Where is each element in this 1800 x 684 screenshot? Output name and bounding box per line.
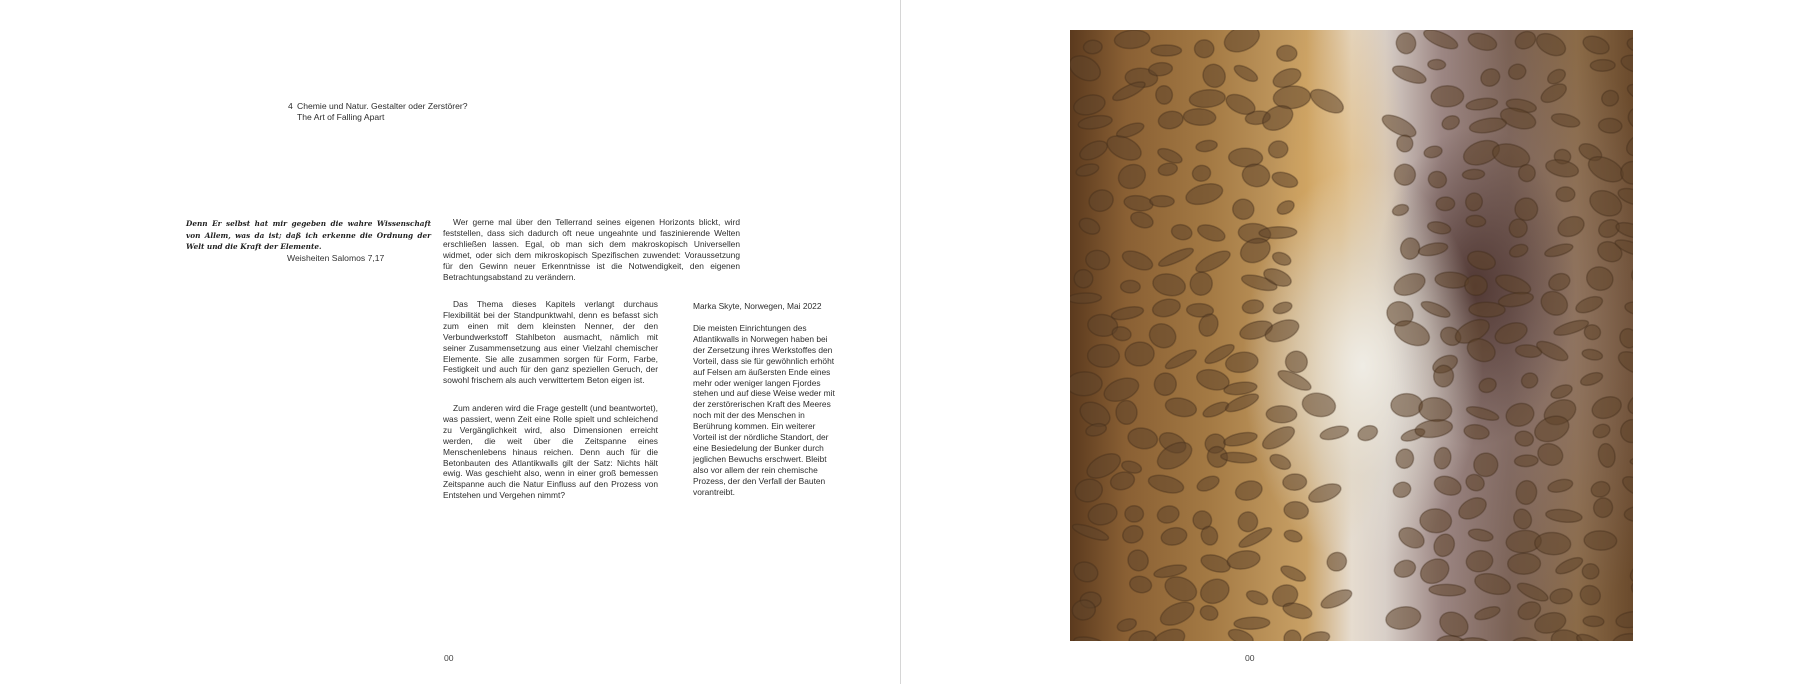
texture-pit: [1128, 574, 1153, 594]
texture-pit: [1392, 162, 1417, 187]
texture-pit: [1624, 505, 1633, 523]
texture-pit: [1148, 61, 1173, 76]
texture-pit: [1464, 275, 1487, 296]
texture-pit: [1550, 111, 1581, 129]
texture-pit: [1583, 616, 1604, 627]
texture-pit: [1150, 195, 1175, 207]
texture-pit: [1196, 222, 1227, 245]
texture-pit: [1428, 59, 1446, 70]
texture-pit: [1467, 527, 1494, 543]
texture-pit: [1302, 629, 1331, 641]
texture-pit: [1508, 242, 1530, 259]
epigraph-quote: Denn Er selbst hat mir gegeben die wahre Wissenschaft von Allem, was da ist; daß ich erkenne die Ordnung der Welt und die Kraft der Elemente.: [186, 219, 431, 251]
texture-pit: [1589, 393, 1624, 422]
texture-pit: [1426, 169, 1448, 190]
texture-pit: [1275, 198, 1296, 217]
chapter-subtitle: The Art of Falling Apart: [297, 112, 385, 122]
texture-pit: [1220, 30, 1263, 57]
texture-pit: [1077, 137, 1110, 163]
texture-pit: [1399, 236, 1421, 260]
texture-pit: [1384, 604, 1422, 631]
texture-pit: [1391, 393, 1423, 417]
texture-pit: [1232, 62, 1260, 84]
texture-pit: [1582, 564, 1599, 580]
texture-pit: [1268, 451, 1293, 472]
texture-pit: [1612, 633, 1633, 641]
texture-pit: [1574, 631, 1604, 641]
texture-pit: [1116, 400, 1138, 425]
texture-pit: [1534, 532, 1571, 556]
texture-pit: [1417, 241, 1448, 258]
texture-pit: [1234, 617, 1270, 630]
texture-pit: [1591, 422, 1612, 440]
texture-pit: [1632, 373, 1633, 397]
weathered-concrete-photo: [1070, 30, 1633, 641]
texture-pit: [1624, 385, 1633, 419]
main-paragraph-3: Zum anderen wird die Frage gestellt (und beantwortet), was passiert, wenn Zeit eine Rolle spielt und schleichend zu Vergänglichkeit wird, also Dimensionen erreicht werden, die weit über die Zeitspanne eines Menschenlebens hinaus reichen. Denn auch für die Betonbauten des Atlantikwalls gilt der Satz: Nichts hält ewig. Was geschieht also, wenn in einer groß bemessen Zeitspanne auch die Natur Einfluss auf den Prozess von Entstehen und Vergehen nimmt?: [443, 403, 658, 501]
texture-pit: [1356, 423, 1380, 443]
texture-pit: [1436, 197, 1455, 211]
texture-pit: [1126, 426, 1158, 451]
texture-pit: [1397, 135, 1414, 152]
texture-pit: [1073, 268, 1094, 289]
texture-pit: [1259, 422, 1298, 453]
texture-pit: [1504, 400, 1537, 429]
texture-pit: [1306, 480, 1343, 506]
texture-pit: [1462, 169, 1485, 180]
texture-pit: [1466, 30, 1498, 53]
texture-pit: [1283, 500, 1309, 520]
texture-pit: [1151, 297, 1182, 320]
texture-pit: [1432, 473, 1464, 498]
texture-pit: [1546, 271, 1572, 294]
texture-pit: [1125, 506, 1144, 523]
texture-pit: [1434, 271, 1469, 289]
texture-pit: [1147, 472, 1186, 496]
texture-pit: [1226, 549, 1261, 572]
texture-pit: [1163, 347, 1198, 372]
caption-text: Die meisten Einrichtungen des Atlantikwalls in Norwegen haben bei der Zersetzung ihres Werkstoffes den Vorteil, dass sie für gewöhnlich erhöht auf Felsen am äußersten Ende eines mehr oder weniger langen Fjordes stehen und auf diese Weise weder mit der zerstörerischen Kraft des Meeres noch mit der des Menschen in Berührung kommen. Ein weiterer Vorteil ist der nördliche Standort, der eine Besiedelung der Bunker durch jeglichen Bewuchs erschwert. Bleibt also vor allem der rein chemische Prozess, der den Verfall der Bauten vorantreibt.: [693, 323, 835, 497]
texture-pit: [1157, 598, 1197, 630]
chapter-title: Chemie und Natur. Gestalter oder Zerstörer?: [297, 101, 468, 111]
texture-pit: [1508, 553, 1541, 575]
texture-pit: [1626, 104, 1633, 131]
texture-pit: [1123, 194, 1154, 213]
texture-pit: [1543, 241, 1574, 259]
texture-pit: [1457, 637, 1492, 641]
texture-pit: [1617, 416, 1633, 447]
texture-pit: [1581, 348, 1603, 362]
texture-pit: [1231, 198, 1255, 221]
texture-pit: [1395, 32, 1417, 56]
texture-pit: [1544, 157, 1580, 180]
texture-pit: [1465, 404, 1500, 423]
texture-pit: [1156, 504, 1181, 525]
texture-pit: [1070, 292, 1102, 304]
texture-pit: [1574, 293, 1605, 316]
texture-pit: [1556, 187, 1575, 202]
texture-pit: [1073, 635, 1105, 641]
texture-pit: [1083, 40, 1102, 54]
epigraph-source: Weisheiten Salomos 7,17: [287, 253, 385, 263]
texture-pit: [1070, 371, 1103, 396]
texture-pit: [1440, 113, 1461, 132]
texture-pit: [1151, 271, 1187, 299]
texture-pit: [1547, 477, 1574, 494]
texture-pit: [1590, 59, 1615, 71]
texture-pit: [1617, 326, 1633, 350]
texture-pit: [1625, 81, 1633, 107]
texture-pit: [1466, 215, 1487, 228]
texture-pit: [1120, 523, 1145, 546]
texture-pit: [1164, 395, 1198, 419]
texture-pit: [1282, 473, 1307, 490]
texture-pit: [1549, 382, 1574, 401]
texture-pit: [1157, 245, 1195, 269]
texture-pit: [1465, 97, 1498, 112]
texture-pit: [1392, 558, 1418, 580]
texture-pit: [1270, 169, 1299, 190]
chapter-number: 4: [288, 101, 293, 111]
texture-pit: [1149, 625, 1188, 641]
texture-pit: [1189, 271, 1214, 297]
texture-pit: [1626, 36, 1633, 55]
texture-pit: [1423, 145, 1443, 160]
texture-pit: [1170, 223, 1193, 242]
texture-pit: [1191, 164, 1212, 183]
texture-pit: [1627, 557, 1633, 587]
texture-pit: [1619, 159, 1633, 186]
texture-pit: [1284, 630, 1302, 641]
texture-pit: [1195, 473, 1221, 494]
texture-pit: [1509, 634, 1548, 641]
texture-pit: [1581, 33, 1612, 57]
texture-pit: [1233, 478, 1264, 503]
texture-pit: [1077, 215, 1102, 237]
texture-pit: [1545, 508, 1582, 524]
texture-pit: [1514, 454, 1538, 467]
texture-pit: [1152, 371, 1178, 398]
texture-pit: [1589, 480, 1611, 500]
texture-pit: [1281, 600, 1313, 621]
texture-pit: [1283, 528, 1304, 544]
texture-pit: [1419, 298, 1452, 320]
texture-pit: [1075, 162, 1100, 178]
texture-pit: [1241, 299, 1264, 315]
texture-pit: [1319, 586, 1355, 612]
texture-pit: [1151, 45, 1181, 56]
texture-pit: [1513, 196, 1539, 222]
texture-pit: [1466, 248, 1498, 272]
texture-pit: [1478, 66, 1503, 90]
texture-pit: [1195, 139, 1218, 153]
texture-pit: [1245, 588, 1270, 607]
texture-pit: [1085, 249, 1110, 270]
texture-pit: [1429, 584, 1466, 597]
texture-pit: [1101, 374, 1142, 406]
texture-pit: [1077, 114, 1113, 132]
texture-pit: [1114, 30, 1151, 50]
texture-pit: [1070, 51, 1105, 86]
texture-pit: [1120, 247, 1155, 273]
texture-pit: [1537, 287, 1572, 320]
texture-pit: [1072, 92, 1107, 118]
texture-pit: [1279, 563, 1308, 584]
texture-pit: [1620, 473, 1633, 500]
caption-heading: Marka Skyte, Norwegen, Mai 2022: [693, 301, 822, 311]
texture-pit: [1155, 85, 1173, 105]
texture-pit: [1432, 446, 1452, 470]
texture-pit: [1391, 269, 1428, 299]
texture-pit: [1511, 506, 1535, 531]
texture-pit: [1628, 256, 1633, 290]
texture-pit: [1473, 604, 1501, 622]
right-page: [901, 0, 1800, 684]
texture-pit: [1157, 109, 1184, 130]
texture-pit: [1114, 160, 1149, 193]
texture-pit: [1319, 424, 1350, 442]
texture-pit: [1597, 442, 1617, 468]
texture-pit: [1512, 30, 1538, 52]
texture-pit: [1157, 162, 1178, 177]
texture-pit: [1427, 220, 1452, 236]
texture-pit: [1324, 549, 1350, 574]
texture-pit: [1534, 338, 1570, 365]
texture-pit: [1507, 62, 1528, 81]
texture-pit: [1199, 60, 1230, 91]
texture-pit: [1431, 86, 1464, 107]
texture-pit: [1194, 40, 1214, 58]
texture-pit: [1492, 319, 1529, 348]
texture-pit: [1477, 376, 1498, 395]
texture-pit: [1624, 300, 1633, 317]
texture-pit: [1473, 570, 1513, 598]
texture-pit: [1394, 447, 1415, 470]
texture-pit: [1198, 603, 1219, 622]
texture-pit: [1271, 250, 1293, 268]
texture-pit: [1266, 406, 1297, 424]
texture-pit: [1591, 495, 1615, 520]
texture-pit: [1421, 30, 1460, 53]
texture-pit: [1272, 300, 1293, 316]
texture-pit: [1183, 108, 1216, 126]
texture-pit: [1189, 88, 1226, 108]
texture-pit: [1129, 209, 1156, 230]
texture-pit: [1600, 88, 1621, 108]
texture-pit: [1124, 341, 1155, 367]
texture-pit: [1267, 139, 1289, 159]
texture-pit: [1554, 554, 1585, 577]
texture-pit: [1465, 549, 1495, 574]
photo-texture: [1070, 30, 1633, 641]
texture-pit: [1276, 45, 1297, 62]
texture-pit: [1514, 429, 1535, 448]
texture-pit: [1223, 430, 1259, 448]
texture-pit: [1464, 191, 1484, 212]
texture-pit: [1615, 347, 1633, 379]
texture-pit: [1518, 164, 1535, 182]
texture-pit: [1555, 213, 1587, 240]
texture-pit: [1579, 370, 1604, 388]
texture-pit: [1120, 280, 1140, 293]
texture-pit: [1197, 575, 1233, 608]
texture-pit: [1497, 290, 1534, 309]
texture-pit: [1124, 547, 1151, 575]
texture-pit: [1598, 118, 1622, 134]
texture-pit: [1128, 630, 1157, 641]
texture-pit: [1430, 531, 1458, 561]
texture-pit: [1514, 479, 1538, 506]
texture-pit: [1519, 371, 1540, 391]
texture-pit: [1630, 454, 1633, 467]
texture-pit: [1515, 580, 1550, 605]
texture-pit: [1623, 128, 1633, 161]
texture-pit: [1615, 610, 1633, 630]
texture-pit: [1086, 501, 1119, 527]
texture-pit: [1300, 391, 1337, 419]
texture-pit: [1577, 582, 1604, 608]
texture-pit: [1184, 180, 1225, 208]
texture-pit: [1391, 203, 1410, 218]
texture-pit: [1087, 344, 1120, 368]
texture-pit: [1584, 264, 1615, 293]
texture-pit: [1071, 559, 1100, 585]
texture-pit: [1086, 187, 1116, 215]
texture-pit: [1307, 85, 1347, 118]
folio-left: 00: [444, 653, 454, 663]
texture-pit: [1584, 530, 1617, 550]
texture-pit: [1619, 52, 1633, 76]
texture-pit: [1262, 316, 1302, 347]
main-paragraph-1: Wer gerne mal über den Tellerrand seines eigenen Horizonts blickt, wird feststellen, dass sich dadurch oft neue ungeahnte und faszinierende Welten erschließen lassen. Egal, ob man sich dem makroskopisch Universellen widmet, oder sich dem mikroskopisch Spezifischen zuwendet: Voraussetzung für den Gewinn neuer Erkenntnisse ist die Notwendigkeit, den eigenen Betrachtungsabstand zu verändern.: [443, 217, 740, 282]
main-paragraph-2: Das Thema dieses Kapitels verlangt durchaus Flexibilität bei der Standpunktwahl, denn es befasst sich zum einen mit dem kleinsten Nenner, der den Verbundwerkstoff Stahlbeton ausmacht, nämlich mit seiner Zusammensetzung aus einer Vielzahl chemischer Elemente. Sie alle zusammen sorgen für Form, Farbe, Festigkeit und auch für den ganz speziellen Geruch, der sowohl frischem als auch verwittertem Beton eigen ist.: [443, 299, 658, 386]
texture-pit: [1419, 508, 1452, 533]
texture-pit: [1533, 30, 1569, 60]
texture-pit: [1116, 617, 1138, 634]
texture-pit: [1085, 422, 1108, 438]
texture-pit: [1416, 554, 1453, 588]
texture-pit: [1463, 423, 1490, 441]
texture-pit: [1391, 62, 1429, 86]
texture-pit: [1455, 493, 1490, 523]
texture-pit: [1549, 587, 1574, 606]
folio-right: 00: [1245, 653, 1255, 663]
texture-pit: [1391, 480, 1413, 500]
texture-pit: [1160, 526, 1189, 548]
texture-pit: [1535, 440, 1566, 469]
texture-pit: [1414, 417, 1454, 439]
texture-pit: [1073, 477, 1104, 505]
